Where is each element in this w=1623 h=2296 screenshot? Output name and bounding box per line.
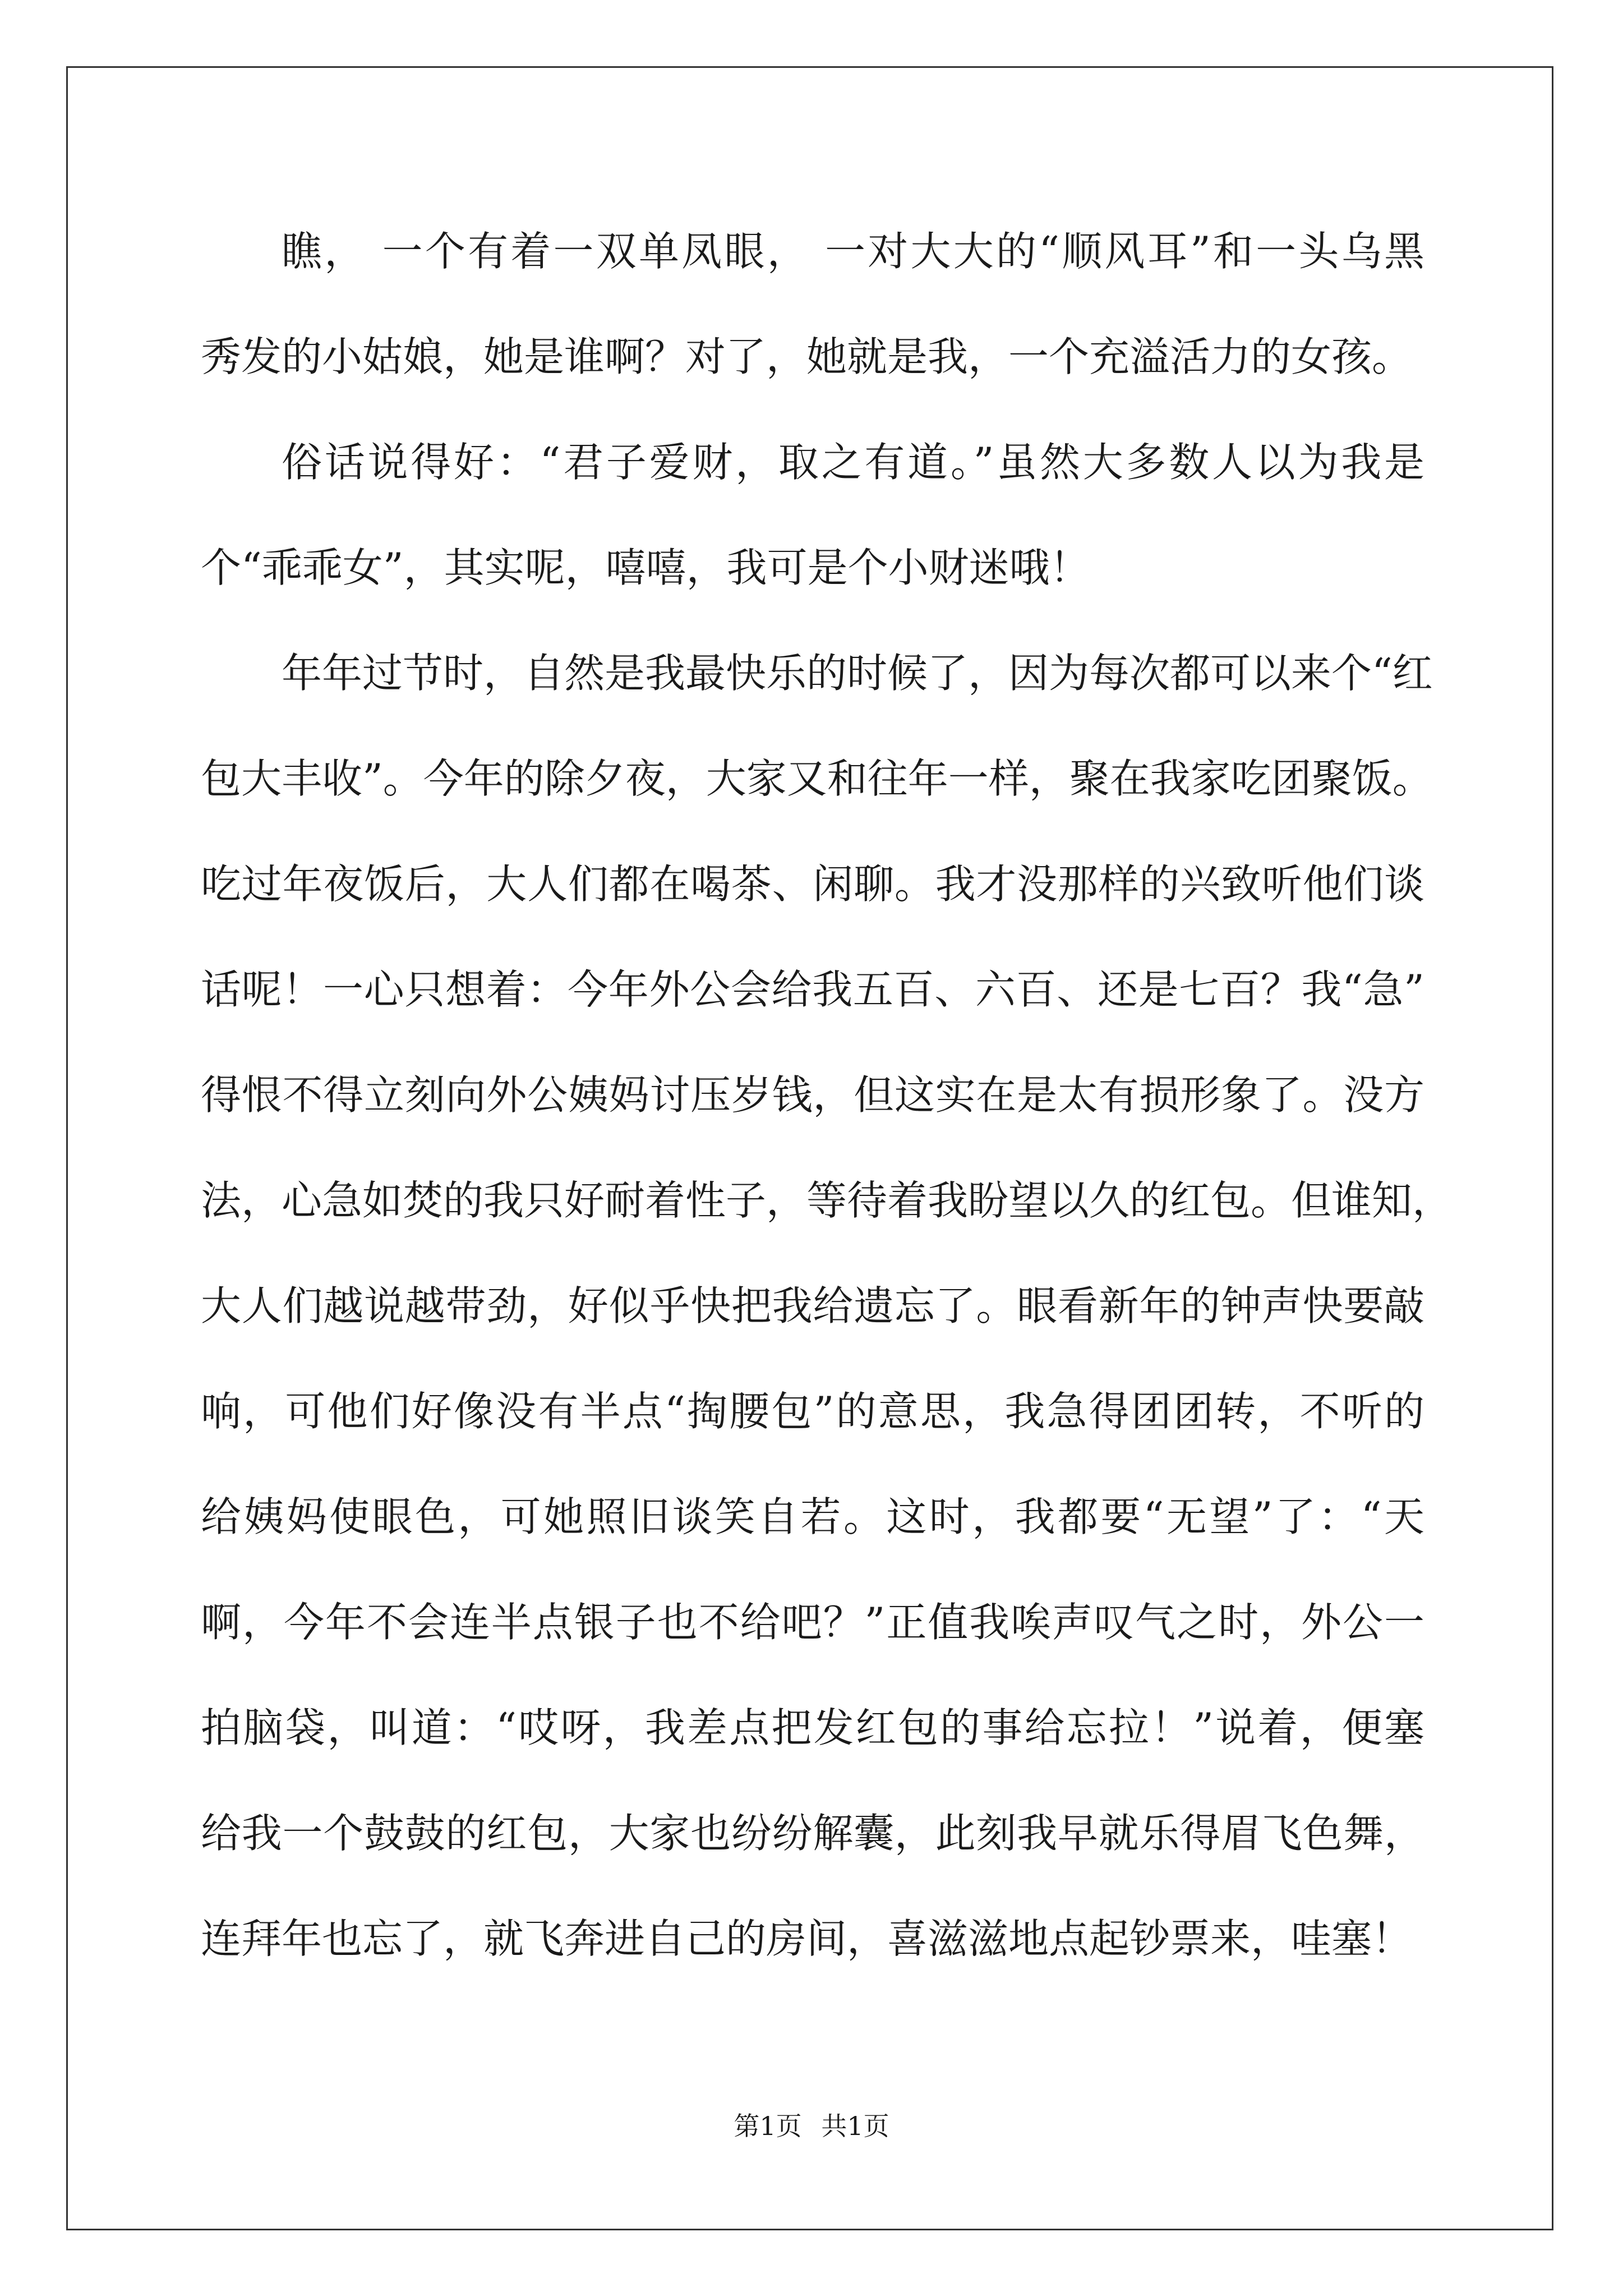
text-line: 大人们越说越带劲，好似乎快把我给遗忘了。眼看新年的钟声快要敲 [201,1282,1424,1329]
text-line: 瞧， 一个有着一双单凤眼， 一对大大的“顺风耳”和一头乌黑 [282,228,1424,275]
text-line: 啊，今年不会连半点银子也不给吧？”正值我唉声叹气之时，外公一 [201,1599,1424,1646]
text-line: 包大丰收”。今年的除夕夜，大家又和往年一样，聚在我家吃团聚饭。 [201,755,1433,802]
text-line: 连拜年也忘了，就飞奔进自己的房间，喜滋滋地点起钞票来，哇塞！ [201,1915,1413,1962]
text-line: 给我一个鼓鼓的红包，大家也纷纷解囊，此刻我早就乐得眉飞色舞， [201,1810,1424,1857]
text-line: 年年过节时，自然是我最快乐的时候了，因为每次都可以来个“红 [282,650,1433,697]
text-line: 秀发的小姑娘，她是谁啊？对了，她就是我，一个充溢活力的女孩。 [201,333,1413,380]
text-line: 得恨不得立刻向外公姨妈讨压岁钱，但这实在是太有损形象了。没方 [201,1071,1424,1119]
page-total: 共1页 [821,2111,889,2141]
text-line: 拍脑袋，叫道：“哎呀，我差点把发红包的事给忘拉！”说着，便塞 [201,1704,1424,1751]
text-line: 吃过年夜饭后，大人们都在喝茶、闲聊。我才没那样的兴致听他们谈 [201,861,1424,908]
text-line: 话呢！一心只想着：今年外公会给我五百、六百、还是七百？我“急” [201,966,1424,1013]
text-line: 个“乖乖女”，其实呢，嘻嘻，我可是个小财迷哦！ [201,544,1090,591]
page-footer [0,2109,1623,2143]
text-line: 俗话说得好：“君子爱财，取之有道。”虽然大多数人以为我是 [282,439,1424,486]
page-number: 第1页 [734,2111,802,2141]
text-line: 响，可他们好像没有半点“掏腰包”的意思，我急得团团转，不听的 [201,1388,1424,1435]
text-line: 给姨妈使眼色，可她照旧谈笑自若。这时，我都要“无望”了：“天 [201,1493,1424,1540]
text-line: 法，心急如焚的我只好耐着性子，等待着我盼望以久的红包。但谁知， [201,1177,1453,1224]
